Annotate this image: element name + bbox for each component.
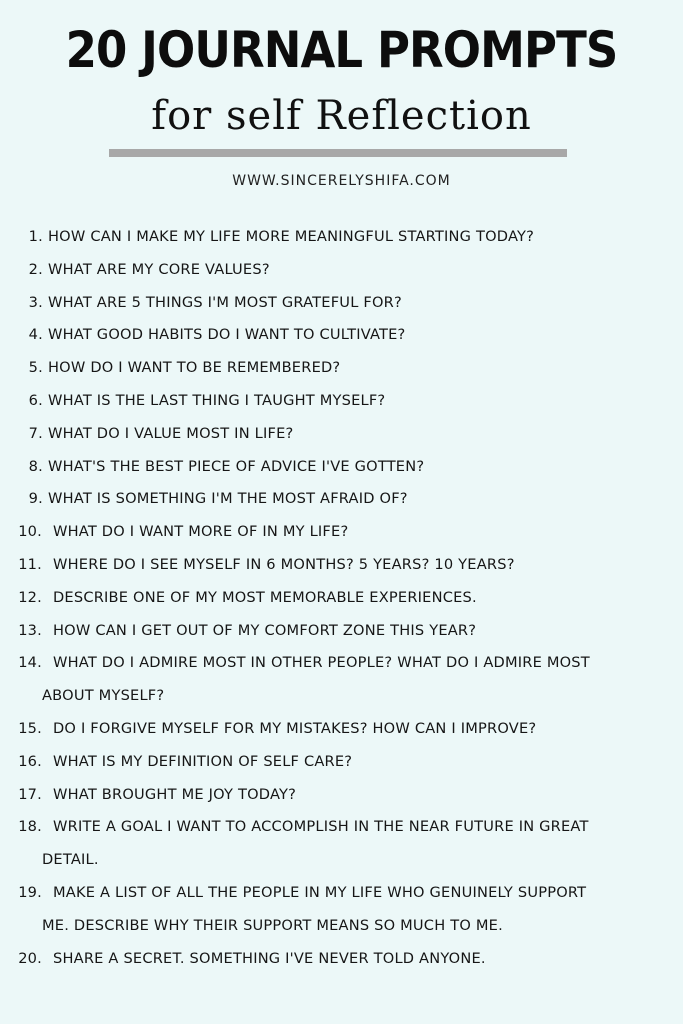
item-text: SHARE A SECRET. SOMETHING I'VE NEVER TOLD ANYONE. (53, 949, 486, 967)
item-text: HOW DO I WANT TO BE REMEMBERED? (48, 359, 341, 377)
list-item (0, 779, 683, 812)
list-item (0, 811, 683, 877)
item-text: WRITE A GOAL I WANT TO ACCOMPLISH IN THE NEAR FUTURE IN GREAT (53, 818, 589, 836)
item-text-continuation: ABOUT MYSELF? (42, 687, 165, 705)
item-number: 10. (18, 523, 42, 541)
item-number: 20. (18, 949, 42, 967)
item-text: WHAT ARE 5 THINGS I'M MOST GRATEFUL FOR? (48, 293, 402, 311)
item-text-continuation: ME. DESCRIBE WHY THEIR SUPPORT MEANS SO MUCH TO ME. (42, 916, 503, 934)
list-item (0, 287, 683, 320)
item-number: 6. (28, 391, 43, 409)
item-number: 11. (18, 555, 42, 573)
item-number: 19. (18, 883, 42, 901)
list-item (0, 418, 683, 451)
item-number: 5. (28, 359, 43, 377)
item-number: 17. (18, 785, 42, 803)
item-text: WHAT DO I VALUE MOST IN LIFE? (48, 424, 294, 442)
item-number: 12. (18, 588, 42, 606)
prompt-list (0, 221, 683, 975)
list-item (0, 385, 683, 418)
divider (109, 149, 567, 157)
item-number: 16. (18, 752, 42, 770)
list-item (0, 221, 683, 254)
list-item (0, 451, 683, 484)
item-text: WHAT IS SOMETHING I'M THE MOST AFRAID OF? (48, 490, 408, 508)
list-item (0, 582, 683, 615)
item-text: WHERE DO I SEE MYSELF IN 6 MONTHS? 5 YEARS? 10 YEARS? (53, 555, 515, 573)
item-number: 13. (18, 621, 42, 639)
item-text: WHAT GOOD HABITS DO I WANT TO CULTIVATE? (48, 326, 406, 344)
list-item (0, 483, 683, 516)
item-text: HOW CAN I GET OUT OF MY COMFORT ZONE THIS YEAR? (53, 621, 477, 639)
list-item (0, 352, 683, 385)
item-text: WHAT BROUGHT ME JOY TODAY? (53, 785, 297, 803)
list-item (0, 254, 683, 287)
page-title: 20 JOURNAL PROMPTS (65, 21, 618, 79)
item-text: WHAT IS THE LAST THING I TAUGHT MYSELF? (48, 391, 386, 409)
list-item (0, 615, 683, 648)
page-subtitle: for self Reflection (151, 93, 532, 139)
list-item (0, 647, 683, 713)
item-text: WHAT'S THE BEST PIECE OF ADVICE I'VE GOTTEN? (48, 457, 425, 475)
list-item (0, 516, 683, 549)
item-number: 8. (28, 457, 43, 475)
item-number: 7. (28, 424, 43, 442)
list-item (0, 877, 683, 943)
list-item (0, 943, 683, 976)
item-number: 15. (18, 719, 42, 737)
item-number: 1. (28, 228, 43, 245)
item-text: DO I FORGIVE MYSELF FOR MY MISTAKES? HOW CAN I IMPROVE? (53, 719, 537, 737)
item-number: 3. (28, 293, 43, 311)
item-text: WHAT DO I ADMIRE MOST IN OTHER PEOPLE? WHAT DO I ADMIRE MOST (53, 654, 590, 672)
item-text: HOW CAN I MAKE MY LIFE MORE MEANINGFUL STARTING TODAY? (48, 228, 535, 245)
item-number: 2. (28, 260, 43, 278)
item-number: 4. (28, 326, 43, 344)
list-item (0, 319, 683, 352)
list-item (0, 746, 683, 779)
item-text: WHAT ARE MY CORE VALUES? (48, 260, 270, 278)
item-text: WHAT DO I WANT MORE OF IN MY LIFE? (53, 523, 349, 541)
website-url: WWW.SINCERELYSHIFA.COM (232, 173, 451, 189)
item-number: 18. (18, 818, 42, 836)
item-text: MAKE A LIST OF ALL THE PEOPLE IN MY LIFE WHO GENUINELY SUPPORT (53, 883, 587, 901)
item-number: 14. (18, 654, 42, 672)
item-text: DESCRIBE ONE OF MY MOST MEMORABLE EXPERIENCES. (53, 588, 477, 606)
item-number: 9. (28, 490, 43, 508)
list-item (0, 549, 683, 582)
item-text: WHAT IS MY DEFINITION OF SELF CARE? (53, 752, 353, 770)
item-text-continuation: DETAIL. (42, 851, 99, 869)
list-item (0, 713, 683, 746)
